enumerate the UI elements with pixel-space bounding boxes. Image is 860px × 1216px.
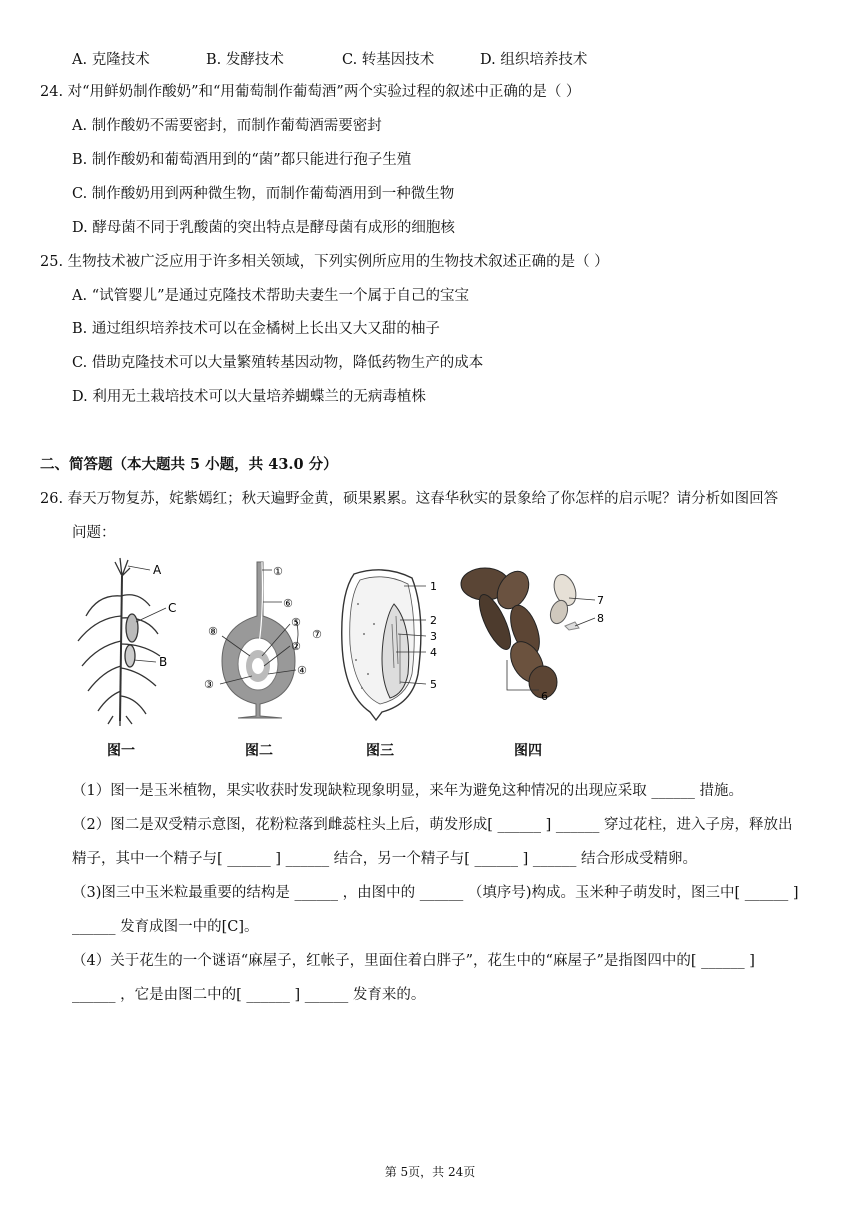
figure2-caption: 图二: [245, 743, 273, 759]
q26-stem-line2: 问题：: [72, 525, 116, 541]
fig4-label-6: 6: [541, 690, 548, 703]
figure1-corn-plant: [68, 556, 188, 726]
fig3-label-1: 1: [430, 580, 437, 593]
page-footer: 第 5页，共 24页: [384, 1165, 476, 1179]
q23-option-b: B. 发酵技术: [206, 52, 284, 68]
fig2-label-5: ⑤: [291, 616, 301, 629]
fig3-label-5: 5: [430, 678, 437, 691]
q25-stem: 25. 生物技术被广泛应用于许多相关领域，下列实例所应用的生物技术叙述正确的是（ ）: [40, 254, 609, 270]
fig4-label-8: 8: [597, 612, 604, 625]
q25-option-a: A. “试管婴儿”是通过克隆技术帮助夫妻生一个属于自己的宝宝: [72, 288, 470, 304]
q26-sub1: （1）图一是玉米植物，果实收获时发现缺粒现象明显，来年为避免这种情况的出现应采取 ______ 措施。: [72, 783, 743, 799]
section-title: 二、简答题（本大题共 5 小题，共 43.0 分）: [40, 456, 338, 473]
fig1-label-c: C: [168, 601, 177, 615]
figure2-double-fertilization: [200, 556, 330, 726]
q26-sub4-line1: （4）关于花生的一个谜语“麻屋子，红帐子，里面住着白胖子”，花生中的“麻屋子”是指图四中的[ ______ ]: [72, 953, 755, 969]
q23-option-d: D. 组织培养技术: [480, 52, 588, 68]
figure4-peanuts: [455, 564, 615, 714]
figure4-caption: 图四: [514, 743, 542, 759]
fig2-label-3: ③: [204, 678, 214, 691]
fig3-label-3: 3: [430, 630, 437, 643]
q26-stem-line1: 26. 春天万物复苏，姹紫嫣红；秋天遍野金黄，硕果累累。这春华秋实的景象给了你怎样的启示呢？请分析如图回答: [40, 491, 779, 507]
q25-option-c: C. 借助克隆技术可以大量繁殖转基因动物，降低药物生产的成本: [72, 355, 484, 371]
fig1-label-a: A: [153, 563, 162, 577]
fig2-label-1: ①: [273, 565, 283, 578]
fig3-label-2: 2: [430, 614, 437, 627]
q26-sub3-line2: ______ 发育成图一中的[C]。: [72, 919, 259, 935]
figure3-caption: 图三: [366, 743, 394, 759]
fig2-label-7: ⑦: [312, 628, 322, 641]
fig2-label-8: ⑧: [208, 625, 218, 638]
q24-stem: 24. 对“用鲜奶制作酸奶”和“用葡萄制作葡萄酒”两个实验过程的叙述中正确的是（ ）: [40, 84, 581, 100]
figure3-corn-seed: [334, 564, 446, 724]
q24-option-c: C. 制作酸奶用到两种微生物，而制作葡萄酒用到一种微生物: [72, 186, 455, 202]
q24-option-d: D. 酵母菌不同于乳酸菌的突出特点是酵母菌有成形的细胞核: [72, 220, 455, 236]
q26-sub2-line2: 精子，其中一个精子与[ ______ ] ______ 结合，另一个精子与[ ______ ] ______ 结合形成受精卵。: [72, 851, 697, 867]
fig3-label-4: 4: [430, 646, 437, 659]
q23-options: [72, 48, 792, 68]
q26-sub2-line1: （2）图二是双受精示意图，花粉粒落到雌蕊柱头上后，萌发形成[ ______ ] ______ 穿过花柱，进入子房，释放出: [72, 817, 793, 833]
q26-sub4-line2: ______ ，它是由图二中的[ ______ ] ______ 发育来的。: [72, 987, 426, 1003]
fig2-label-4: ④: [297, 664, 307, 677]
fig1-label-b: B: [159, 655, 168, 669]
q24-option-b: B. 制作酸奶和葡萄酒用到的“菌”都只能进行孢子生殖: [72, 152, 412, 168]
q26-sub3-line1: （3)图三中玉米粒最重要的结构是 ______ ，由图中的 ______ （填序号)构成。玉米种子萌发时，图三中[ ______ ]: [72, 885, 799, 901]
fig2-label-2: ②: [291, 640, 301, 653]
fig4-label-7: 7: [597, 594, 604, 607]
figure1-caption: 图一: [107, 743, 135, 759]
q25-option-b: B. 通过组织培养技术可以在金橘树上长出又大又甜的柚子: [72, 321, 440, 337]
q24-option-a: A. 制作酸奶不需要密封，而制作葡萄酒需要密封: [72, 118, 382, 134]
q25-option-d: D. 利用无土栽培技术可以大量培养蝴蝶兰的无病毒植株: [72, 389, 426, 405]
q23-option-c: C. 转基因技术: [342, 52, 435, 68]
q23-option-a: A. 克隆技术: [72, 52, 150, 68]
fig2-label-6: ⑥: [283, 597, 293, 610]
